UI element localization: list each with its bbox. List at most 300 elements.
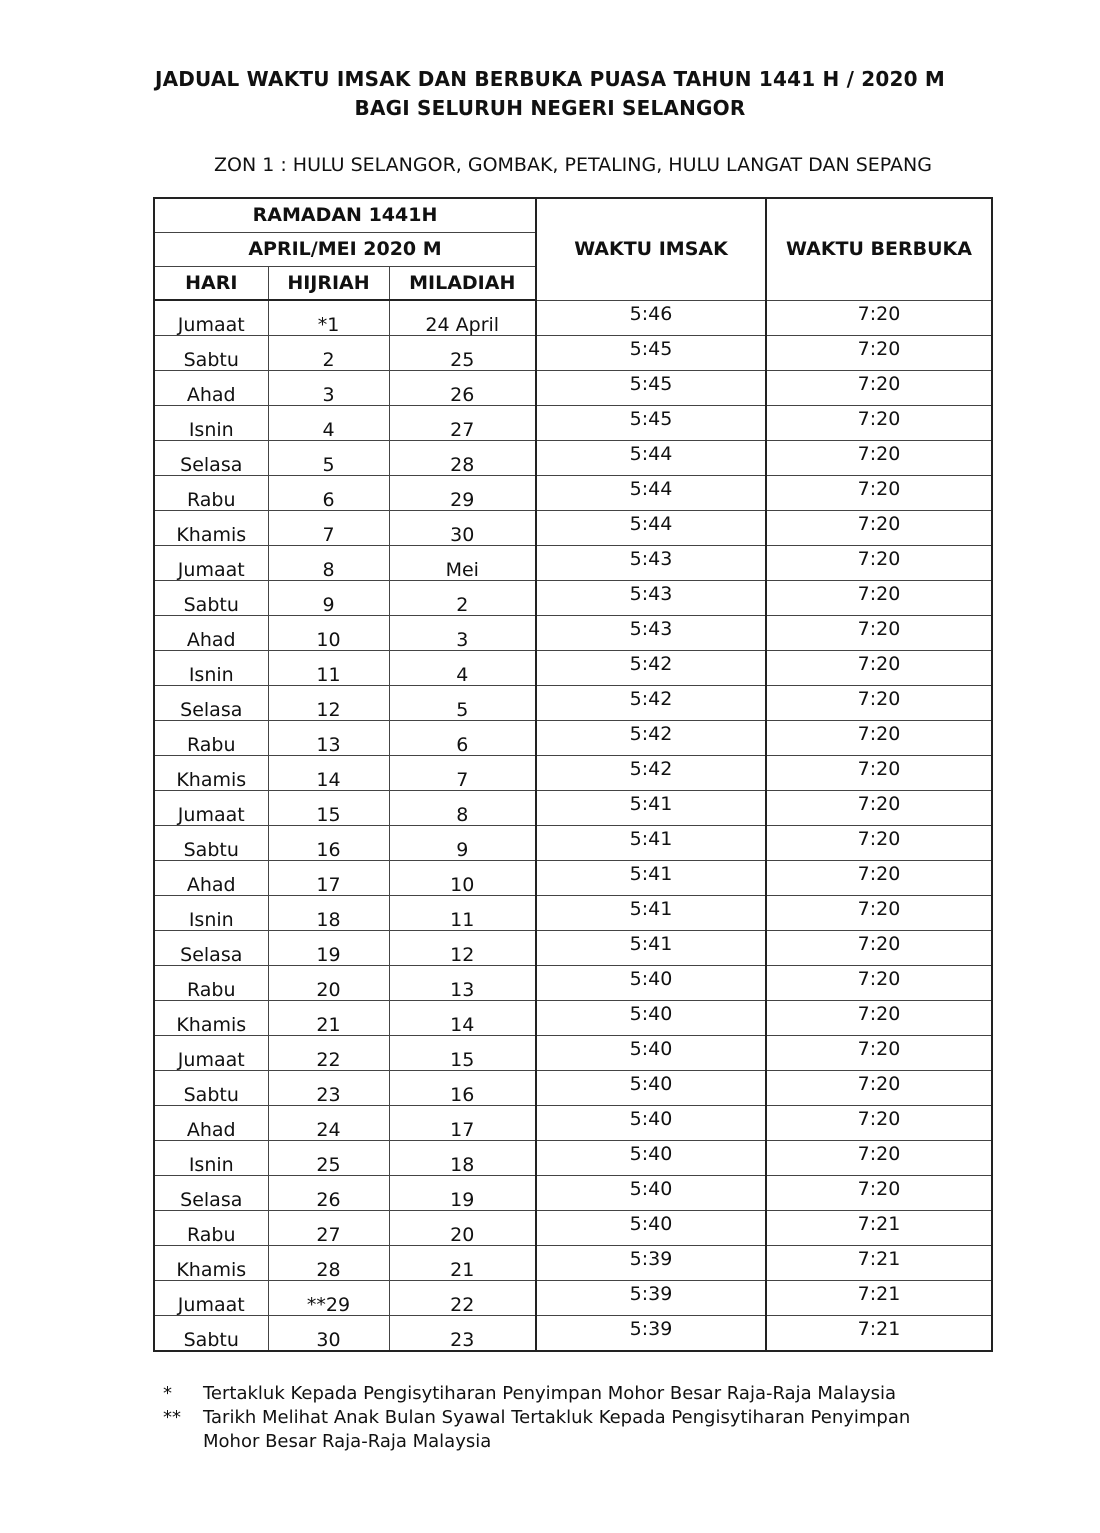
cell-berbuka-text: 7:20 bbox=[857, 513, 901, 535]
cell-berbuka bbox=[766, 1176, 992, 1211]
cell-imsak bbox=[536, 1071, 766, 1106]
cell-hari-text: Selasa bbox=[180, 454, 243, 476]
cell-hari bbox=[154, 826, 268, 861]
cell-berbuka bbox=[766, 931, 992, 966]
cell-berbuka-text: 7:20 bbox=[857, 583, 901, 605]
footnote-mark: * bbox=[163, 1383, 172, 1404]
cell-hijriah-text: 5 bbox=[322, 454, 335, 476]
footnote-text: Tertakluk Kepada Pengisytiharan Penyimpan Mohor Besar Raja-Raja Malaysia bbox=[203, 1383, 897, 1404]
cell-hijriah bbox=[268, 651, 389, 686]
cell-berbuka bbox=[766, 1246, 992, 1281]
cell-berbuka-text: 7:21 bbox=[857, 1248, 901, 1270]
cell-hijriah bbox=[268, 476, 389, 511]
cell-imsak-text: 5:44 bbox=[629, 513, 673, 535]
cell-imsak-text: 5:41 bbox=[629, 898, 673, 920]
cell-hari-text: Jumaat bbox=[177, 559, 245, 581]
cell-hijriah bbox=[268, 1001, 389, 1036]
cell-hari-text: Rabu bbox=[186, 734, 236, 756]
cell-berbuka-text: 7:20 bbox=[857, 793, 901, 815]
cell-miladiah bbox=[389, 581, 536, 616]
cell-imsak-text: 5:44 bbox=[629, 478, 673, 500]
cell-miladiah-text: 25 bbox=[450, 349, 475, 371]
cell-hijriah-text: 22 bbox=[316, 1049, 341, 1071]
cell-hari bbox=[154, 371, 268, 406]
cell-hijriah-text: 11 bbox=[316, 664, 341, 686]
cell-imsak bbox=[536, 966, 766, 1001]
table-row bbox=[154, 336, 992, 371]
cell-hari bbox=[154, 1281, 268, 1316]
cell-hijriah-text: 3 bbox=[322, 384, 335, 406]
cell-miladiah-text: 29 bbox=[450, 489, 475, 511]
cell-berbuka bbox=[766, 406, 992, 441]
cell-hari bbox=[154, 686, 268, 721]
cell-miladiah-text: 5 bbox=[456, 699, 469, 721]
cell-hari-text: Jumaat bbox=[177, 1049, 245, 1071]
cell-miladiah-text: 11 bbox=[450, 909, 475, 931]
cell-hijriah-text: *1 bbox=[317, 314, 340, 336]
cell-imsak bbox=[536, 1281, 766, 1316]
cell-berbuka bbox=[766, 1071, 992, 1106]
cell-miladiah bbox=[389, 371, 536, 406]
cell-berbuka-text: 7:20 bbox=[857, 1143, 901, 1165]
cell-hijriah bbox=[268, 336, 389, 371]
cell-imsak-text: 5:45 bbox=[629, 338, 673, 360]
table-row bbox=[154, 931, 992, 966]
cell-hijriah-text: 21 bbox=[316, 1014, 341, 1036]
cell-hijriah-text: 9 bbox=[322, 594, 335, 616]
cell-miladiah bbox=[389, 1071, 536, 1106]
group-title-month: APRIL/MEI 2020 M bbox=[154, 232, 536, 266]
cell-imsak-text: 5:43 bbox=[629, 618, 673, 640]
table-row bbox=[154, 1106, 992, 1141]
cell-miladiah-text: 22 bbox=[450, 1294, 475, 1316]
zone-label: ZON 1 : HULU SELANGOR, GOMBAK, PETALING, HULU LANGAT DAN SEPANG bbox=[214, 154, 932, 176]
cell-imsak-text: 5:43 bbox=[629, 583, 673, 605]
cell-hari bbox=[154, 1106, 268, 1141]
cell-hijriah bbox=[268, 1211, 389, 1246]
cell-hari-text: Isnin bbox=[188, 419, 234, 441]
cell-imsak-text: 5:46 bbox=[629, 302, 673, 325]
cell-hijriah-text: 25 bbox=[316, 1154, 341, 1176]
cell-imsak-text: 5:42 bbox=[629, 653, 673, 675]
cell-imsak-text: 5:39 bbox=[629, 1283, 673, 1305]
table-row bbox=[154, 791, 992, 826]
footnote-1 bbox=[163, 1382, 963, 1406]
cell-hijriah bbox=[268, 791, 389, 826]
cell-imsak-text: 5:39 bbox=[629, 1318, 673, 1340]
cell-berbuka-text: 7:20 bbox=[857, 408, 901, 430]
cell-hari-text: Sabtu bbox=[183, 594, 239, 616]
cell-miladiah-text: 14 bbox=[450, 1014, 475, 1036]
cell-hijriah-text: 26 bbox=[316, 1189, 341, 1211]
cell-imsak bbox=[536, 300, 766, 336]
cell-berbuka-text: 7:20 bbox=[857, 968, 901, 990]
cell-imsak bbox=[536, 616, 766, 651]
cell-hari-text: Sabtu bbox=[183, 839, 239, 861]
cell-hari-text: Sabtu bbox=[183, 349, 239, 371]
col-header-imsak: WAKTU IMSAK bbox=[536, 198, 766, 300]
cell-miladiah bbox=[389, 791, 536, 826]
cell-hijriah-text: 14 bbox=[316, 769, 341, 791]
cell-hijriah bbox=[268, 1036, 389, 1071]
table-row bbox=[154, 896, 992, 931]
cell-miladiah-text: 16 bbox=[450, 1084, 475, 1106]
cell-miladiah bbox=[389, 1036, 536, 1071]
cell-hari-text: Isnin bbox=[188, 909, 234, 931]
cell-imsak bbox=[536, 1246, 766, 1281]
cell-berbuka-text: 7:20 bbox=[857, 1178, 901, 1200]
table-row bbox=[154, 1281, 992, 1316]
cell-hijriah-text: 30 bbox=[316, 1329, 341, 1351]
cell-miladiah-text: 21 bbox=[450, 1259, 475, 1281]
table-row bbox=[154, 300, 992, 336]
cell-berbuka bbox=[766, 1001, 992, 1036]
cell-imsak-text: 5:42 bbox=[629, 723, 673, 745]
table-header bbox=[154, 198, 992, 300]
cell-hari-text: Khamis bbox=[176, 1259, 247, 1281]
cell-hari bbox=[154, 406, 268, 441]
table-row bbox=[154, 476, 992, 511]
cell-miladiah-text: 15 bbox=[450, 1049, 475, 1071]
cell-hijriah bbox=[268, 896, 389, 931]
cell-hari bbox=[154, 721, 268, 756]
cell-imsak bbox=[536, 476, 766, 511]
cell-imsak bbox=[536, 896, 766, 931]
cell-miladiah bbox=[389, 966, 536, 1001]
cell-imsak-text: 5:40 bbox=[629, 1108, 673, 1130]
cell-berbuka-text: 7:20 bbox=[857, 373, 901, 395]
cell-imsak-text: 5:42 bbox=[629, 688, 673, 710]
cell-berbuka bbox=[766, 861, 992, 896]
cell-berbuka-text: 7:20 bbox=[857, 863, 901, 885]
cell-hari bbox=[154, 1176, 268, 1211]
cell-berbuka-text: 7:21 bbox=[857, 1318, 901, 1340]
cell-hari bbox=[154, 966, 268, 1001]
cell-miladiah bbox=[389, 651, 536, 686]
cell-imsak-text: 5:40 bbox=[629, 1073, 673, 1095]
cell-imsak bbox=[536, 511, 766, 546]
cell-hijriah bbox=[268, 1141, 389, 1176]
table-row bbox=[154, 756, 992, 791]
cell-imsak-text: 5:42 bbox=[629, 758, 673, 780]
cell-hari-text: Rabu bbox=[186, 489, 236, 511]
cell-miladiah bbox=[389, 861, 536, 896]
table-row bbox=[154, 441, 992, 476]
cell-hijriah bbox=[268, 511, 389, 546]
cell-miladiah bbox=[389, 1246, 536, 1281]
cell-berbuka-text: 7:20 bbox=[857, 302, 901, 325]
cell-berbuka bbox=[766, 300, 992, 336]
cell-hijriah-text: 10 bbox=[316, 629, 341, 651]
table-row bbox=[154, 371, 992, 406]
cell-berbuka-text: 7:20 bbox=[857, 898, 901, 920]
cell-berbuka-text: 7:20 bbox=[857, 828, 901, 850]
cell-miladiah bbox=[389, 686, 536, 721]
cell-imsak-text: 5:41 bbox=[629, 793, 673, 815]
cell-imsak bbox=[536, 721, 766, 756]
table-row bbox=[154, 546, 992, 581]
cell-hijriah-text: 15 bbox=[316, 804, 341, 826]
cell-hijriah-text: **29 bbox=[306, 1294, 351, 1316]
cell-berbuka-text: 7:20 bbox=[857, 1003, 901, 1025]
cell-berbuka bbox=[766, 441, 992, 476]
cell-hijriah bbox=[268, 546, 389, 581]
cell-miladiah bbox=[389, 756, 536, 791]
cell-hari bbox=[154, 791, 268, 826]
cell-miladiah-text: 3 bbox=[456, 629, 469, 651]
cell-miladiah bbox=[389, 1176, 536, 1211]
cell-hari bbox=[154, 1141, 268, 1176]
cell-hijriah bbox=[268, 371, 389, 406]
cell-hari bbox=[154, 546, 268, 581]
cell-miladiah bbox=[389, 511, 536, 546]
table-body bbox=[154, 300, 992, 1351]
cell-berbuka bbox=[766, 826, 992, 861]
cell-imsak bbox=[536, 371, 766, 406]
cell-hari-text: Ahad bbox=[186, 629, 236, 651]
cell-imsak bbox=[536, 756, 766, 791]
cell-hari-text: Khamis bbox=[176, 524, 247, 546]
cell-miladiah-text: 20 bbox=[450, 1224, 475, 1246]
cell-hijriah-text: 28 bbox=[316, 1259, 341, 1281]
cell-miladiah-text: 26 bbox=[450, 384, 475, 406]
page-subtitle: BAGI SELURUH NEGERI SELANGOR bbox=[354, 96, 746, 120]
cell-imsak-text: 5:41 bbox=[629, 828, 673, 850]
cell-hijriah bbox=[268, 686, 389, 721]
table-row bbox=[154, 616, 992, 651]
table-row bbox=[154, 1001, 992, 1036]
cell-berbuka bbox=[766, 896, 992, 931]
cell-imsak-text: 5:45 bbox=[629, 373, 673, 395]
cell-hijriah-text: 24 bbox=[316, 1119, 341, 1141]
table-row bbox=[154, 581, 992, 616]
table-row bbox=[154, 1316, 992, 1352]
page-title: JADUAL WAKTU IMSAK DAN BERBUKA PUASA TAHUN 1441 H / 2020 M bbox=[154, 67, 946, 91]
cell-imsak-text: 5:40 bbox=[629, 1213, 673, 1235]
cell-miladiah bbox=[389, 336, 536, 371]
table-row bbox=[154, 1071, 992, 1106]
cell-imsak bbox=[536, 861, 766, 896]
cell-hari bbox=[154, 511, 268, 546]
cell-berbuka bbox=[766, 1036, 992, 1071]
cell-berbuka-text: 7:21 bbox=[857, 1213, 901, 1235]
cell-berbuka-text: 7:20 bbox=[857, 443, 901, 465]
cell-miladiah-text: 9 bbox=[456, 839, 469, 861]
cell-hijriah-text: 20 bbox=[316, 979, 341, 1001]
cell-hijriah bbox=[268, 300, 389, 336]
cell-hari bbox=[154, 441, 268, 476]
cell-berbuka bbox=[766, 336, 992, 371]
cell-hari bbox=[154, 651, 268, 686]
cell-imsak-text: 5:41 bbox=[629, 933, 673, 955]
cell-berbuka bbox=[766, 476, 992, 511]
cell-hijriah-text: 7 bbox=[322, 524, 335, 546]
table-row bbox=[154, 861, 992, 896]
cell-hijriah-text: 19 bbox=[316, 944, 341, 966]
cell-miladiah-text: 12 bbox=[450, 944, 475, 966]
table-row bbox=[154, 966, 992, 1001]
cell-imsak bbox=[536, 1176, 766, 1211]
cell-hijriah bbox=[268, 1071, 389, 1106]
cell-berbuka bbox=[766, 721, 992, 756]
table-row bbox=[154, 1211, 992, 1246]
cell-hijriah bbox=[268, 1106, 389, 1141]
cell-hijriah-text: 12 bbox=[316, 699, 341, 721]
cell-hijriah-text: 2 bbox=[322, 349, 335, 371]
cell-hari-text: Isnin bbox=[188, 1154, 234, 1176]
col-header-berbuka: WAKTU BERBUKA bbox=[766, 198, 992, 300]
cell-hijriah bbox=[268, 1281, 389, 1316]
cell-hari-text: Ahad bbox=[186, 874, 236, 896]
cell-hijriah bbox=[268, 861, 389, 896]
cell-berbuka-text: 7:20 bbox=[857, 478, 901, 500]
footnote-mark: ** bbox=[163, 1407, 181, 1428]
cell-berbuka bbox=[766, 966, 992, 1001]
col-header-hari: HARI bbox=[154, 266, 268, 300]
cell-hari bbox=[154, 581, 268, 616]
cell-hari-text: Jumaat bbox=[177, 314, 245, 336]
cell-miladiah bbox=[389, 546, 536, 581]
footnote-2 bbox=[163, 1406, 963, 1454]
table-row bbox=[154, 686, 992, 721]
cell-hari-text: Ahad bbox=[186, 1119, 236, 1141]
col-header-hijriah: HIJRIAH bbox=[268, 266, 389, 300]
cell-hijriah bbox=[268, 406, 389, 441]
cell-imsak bbox=[536, 1141, 766, 1176]
cell-hijriah bbox=[268, 931, 389, 966]
cell-berbuka-text: 7:20 bbox=[857, 758, 901, 780]
cell-imsak bbox=[536, 581, 766, 616]
cell-berbuka-text: 7:20 bbox=[857, 1073, 901, 1095]
cell-berbuka-text: 7:20 bbox=[857, 933, 901, 955]
cell-miladiah-text: 13 bbox=[450, 979, 475, 1001]
cell-imsak-text: 5:40 bbox=[629, 968, 673, 990]
cell-miladiah-text: 18 bbox=[450, 1154, 475, 1176]
col-header-miladiah: MILADIAH bbox=[389, 266, 536, 300]
cell-miladiah-text: 2 bbox=[456, 594, 469, 616]
cell-hari-text: Rabu bbox=[186, 979, 236, 1001]
cell-imsak bbox=[536, 1036, 766, 1071]
cell-miladiah bbox=[389, 1141, 536, 1176]
cell-hari bbox=[154, 1246, 268, 1281]
cell-berbuka bbox=[766, 1281, 992, 1316]
cell-imsak bbox=[536, 406, 766, 441]
cell-miladiah bbox=[389, 1001, 536, 1036]
cell-hari bbox=[154, 616, 268, 651]
cell-miladiah bbox=[389, 441, 536, 476]
cell-hijriah bbox=[268, 581, 389, 616]
cell-imsak bbox=[536, 651, 766, 686]
cell-imsak-text: 5:45 bbox=[629, 408, 673, 430]
cell-hari-text: Sabtu bbox=[183, 1329, 239, 1351]
cell-miladiah bbox=[389, 1106, 536, 1141]
footnotes bbox=[163, 1382, 963, 1454]
cell-hari-text: Jumaat bbox=[177, 804, 245, 826]
cell-hijriah bbox=[268, 966, 389, 1001]
cell-hari bbox=[154, 1036, 268, 1071]
cell-hari-text: Selasa bbox=[180, 1189, 243, 1211]
cell-miladiah bbox=[389, 406, 536, 441]
cell-berbuka bbox=[766, 791, 992, 826]
cell-miladiah-text: 30 bbox=[450, 524, 475, 546]
cell-hijriah bbox=[268, 616, 389, 651]
cell-hari bbox=[154, 1071, 268, 1106]
cell-imsak-text: 5:40 bbox=[629, 1178, 673, 1200]
cell-hijriah-text: 8 bbox=[322, 559, 335, 581]
cell-imsak-text: 5:41 bbox=[629, 863, 673, 885]
cell-berbuka bbox=[766, 756, 992, 791]
cell-berbuka bbox=[766, 686, 992, 721]
cell-hijriah bbox=[268, 441, 389, 476]
cell-miladiah-text: 23 bbox=[450, 1329, 475, 1351]
cell-miladiah bbox=[389, 1281, 536, 1316]
cell-berbuka bbox=[766, 546, 992, 581]
cell-hijriah-text: 17 bbox=[316, 874, 341, 896]
cell-hari-text: Selasa bbox=[180, 944, 243, 966]
table-row bbox=[154, 721, 992, 756]
cell-berbuka-text: 7:20 bbox=[857, 1038, 901, 1060]
cell-hari-text: Isnin bbox=[188, 664, 234, 686]
cell-hijriah bbox=[268, 1316, 389, 1352]
cell-hijriah-text: 13 bbox=[316, 734, 341, 756]
cell-hari bbox=[154, 336, 268, 371]
cell-berbuka bbox=[766, 616, 992, 651]
schedule-table bbox=[153, 197, 993, 1352]
cell-miladiah bbox=[389, 1316, 536, 1352]
table-row bbox=[154, 826, 992, 861]
table-row bbox=[154, 1036, 992, 1071]
cell-berbuka-text: 7:20 bbox=[857, 653, 901, 675]
cell-imsak-text: 5:44 bbox=[629, 443, 673, 465]
cell-berbuka bbox=[766, 1316, 992, 1352]
table-row bbox=[154, 651, 992, 686]
cell-hijriah-text: 6 bbox=[322, 489, 335, 511]
cell-hari bbox=[154, 931, 268, 966]
cell-miladiah-text: 8 bbox=[456, 804, 469, 826]
cell-imsak bbox=[536, 546, 766, 581]
cell-hijriah-text: 23 bbox=[316, 1084, 341, 1106]
cell-miladiah bbox=[389, 931, 536, 966]
cell-miladiah bbox=[389, 826, 536, 861]
cell-berbuka bbox=[766, 1106, 992, 1141]
footnote-text: Tarikh Melihat Anak Bulan Syawal Tertakluk Kepada Pengisytiharan Penyimpan Mohor Besar Raja-Raja Malaysia bbox=[203, 1407, 911, 1452]
cell-hari-text: Rabu bbox=[186, 1224, 236, 1246]
table-row bbox=[154, 1246, 992, 1281]
cell-berbuka-text: 7:20 bbox=[857, 548, 901, 570]
cell-berbuka bbox=[766, 1141, 992, 1176]
cell-hari-text: Sabtu bbox=[183, 1084, 239, 1106]
cell-hijriah-text: 27 bbox=[316, 1224, 341, 1246]
cell-hijriah bbox=[268, 756, 389, 791]
cell-hari bbox=[154, 1316, 268, 1352]
cell-berbuka-text: 7:21 bbox=[857, 1283, 901, 1305]
cell-miladiah-text: 19 bbox=[450, 1189, 475, 1211]
cell-hari bbox=[154, 861, 268, 896]
cell-hijriah-text: 4 bbox=[322, 419, 335, 441]
cell-imsak bbox=[536, 686, 766, 721]
cell-hari-text: Ahad bbox=[186, 384, 236, 406]
cell-miladiah-text: Mei bbox=[445, 559, 479, 581]
cell-hijriah-text: 16 bbox=[316, 839, 341, 861]
cell-miladiah bbox=[389, 300, 536, 336]
cell-hijriah bbox=[268, 826, 389, 861]
cell-miladiah-text: 24 April bbox=[425, 314, 500, 336]
cell-berbuka bbox=[766, 1211, 992, 1246]
cell-berbuka-text: 7:20 bbox=[857, 618, 901, 640]
cell-hari bbox=[154, 476, 268, 511]
cell-imsak bbox=[536, 441, 766, 476]
cell-miladiah-text: 17 bbox=[450, 1119, 475, 1141]
